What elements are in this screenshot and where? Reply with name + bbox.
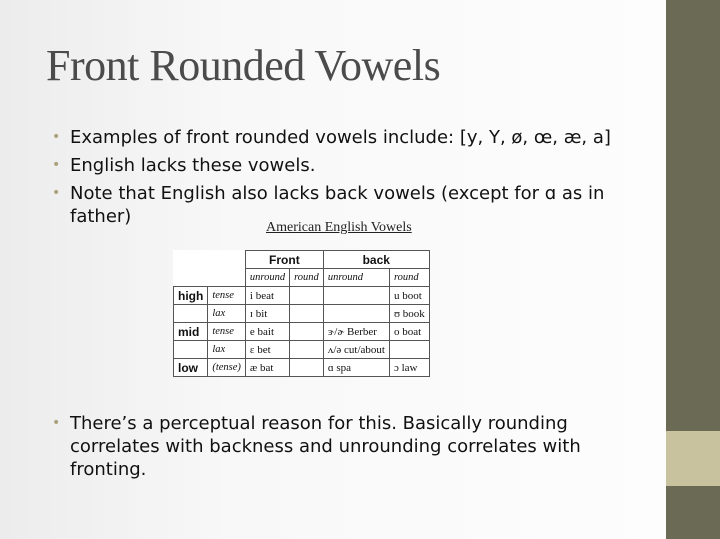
front-unround-cell: e bait — [245, 323, 289, 341]
back-unround-cell: ʌ/ə cut/about — [323, 341, 389, 359]
front-unround-header: unround — [245, 269, 289, 287]
bullet-text: Examples of front rounded vowels include: [y, Y, ø, œ, æ, a] — [70, 127, 611, 148]
tension-label: lax — [208, 341, 246, 359]
table-row — [174, 341, 430, 359]
back-unround-cell: ɝ/ɚ Berber — [323, 323, 389, 341]
table-row — [174, 305, 430, 323]
table-corner — [174, 269, 246, 287]
back-unround-header: unround — [323, 269, 389, 287]
height-label — [174, 305, 208, 323]
bullet-text: English lacks these vowels. — [70, 155, 316, 176]
front-round-cell — [290, 287, 324, 305]
bullet-item — [52, 154, 652, 177]
back-unround-cell — [323, 287, 389, 305]
table-subheader-row — [174, 269, 430, 287]
bullet-icon: • — [52, 415, 61, 431]
table-caption: American English Vowels — [266, 220, 412, 235]
tension-label: lax — [208, 305, 246, 323]
front-header: Front — [245, 251, 323, 269]
back-round-cell: ɔ law — [389, 359, 429, 377]
tension-label: tense — [208, 287, 246, 305]
front-round-cell — [290, 359, 324, 377]
slide-title: Front Rounded Vowels — [46, 41, 441, 90]
bullet-text: There’s a perceptual reason for this. Basically rounding correlates with backness and unrounding correlates with fronting. — [70, 413, 581, 480]
back-round-cell: o boat — [389, 323, 429, 341]
tension-label: tense — [208, 323, 246, 341]
front-unround-cell: ɪ bit — [245, 305, 289, 323]
back-round-cell: u boot — [389, 287, 429, 305]
table-corner — [174, 251, 246, 269]
right-sidebar-accent — [666, 431, 720, 486]
table-row — [174, 287, 430, 305]
bullet-item — [52, 412, 652, 481]
front-round-cell — [290, 341, 324, 359]
back-round-cell: ʊ book — [389, 305, 429, 323]
tension-label: (tense) — [208, 359, 246, 377]
front-round-header: round — [290, 269, 324, 287]
table-header-row — [174, 251, 430, 269]
bullet-list-bottom — [52, 412, 652, 486]
front-unround-cell: ɛ bet — [245, 341, 289, 359]
height-label: mid — [174, 323, 208, 341]
height-label — [174, 341, 208, 359]
table-row — [174, 359, 430, 377]
bullet-icon: • — [52, 157, 61, 173]
back-unround-cell: ɑ spa — [323, 359, 389, 377]
bullet-list-top — [52, 126, 652, 233]
front-round-cell — [290, 305, 324, 323]
height-label: low — [174, 359, 208, 377]
bullet-text: Note that English also lacks back vowels (except for ɑ as in father) — [70, 183, 605, 227]
bullet-icon: • — [52, 129, 61, 145]
back-unround-cell — [323, 305, 389, 323]
front-unround-cell: i beat — [245, 287, 289, 305]
front-round-cell — [290, 323, 324, 341]
back-header: back — [323, 251, 429, 269]
height-label: high — [174, 287, 208, 305]
vowel-table — [173, 250, 430, 377]
front-unround-cell: æ bat — [245, 359, 289, 377]
table-row — [174, 323, 430, 341]
bullet-item — [52, 126, 652, 149]
bullet-icon: • — [52, 185, 61, 201]
back-round-cell — [389, 341, 429, 359]
back-round-header: round — [389, 269, 429, 287]
